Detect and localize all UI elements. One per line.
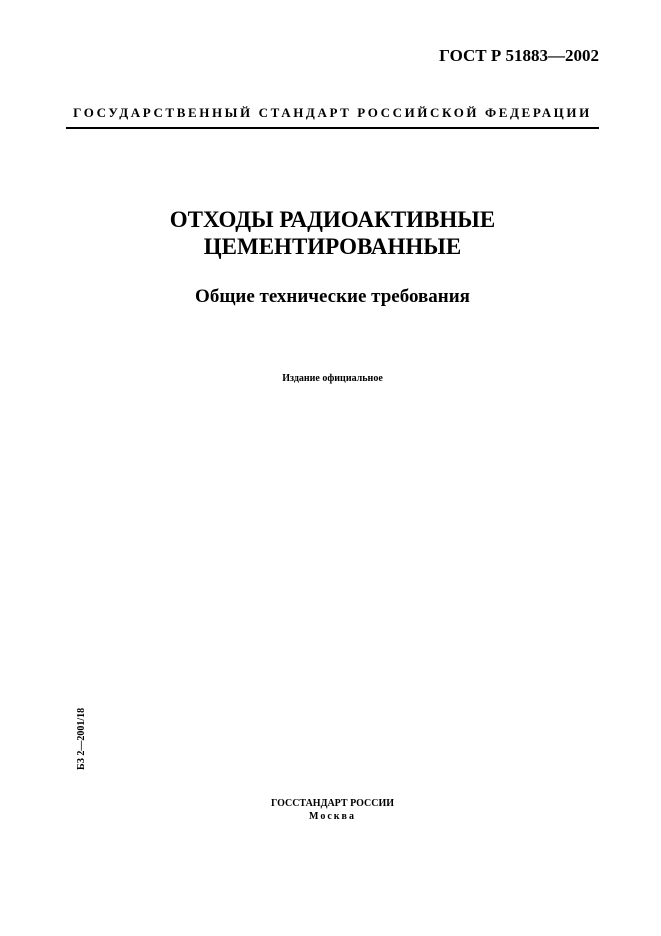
standard-header: ГОСУДАРСТВЕННЫЙ СТАНДАРТ РОССИЙСКОЙ ФЕДЕРАЦИИ bbox=[73, 105, 592, 120]
title-line-2: ЦЕМЕНТИРОВАННЫЕ bbox=[203, 234, 462, 259]
publisher-name: ГОССТАНДАРТ РОССИИ bbox=[270, 798, 395, 809]
header-divider bbox=[66, 127, 599, 129]
side-registration-code: БЗ 2—2001/18 bbox=[76, 707, 87, 770]
document-title bbox=[66, 206, 599, 260]
standard-number: ГОСТ Р 51883—2002 bbox=[439, 46, 599, 65]
edition-note: Издание официальное bbox=[282, 373, 383, 384]
publisher-block bbox=[66, 797, 599, 823]
title-line-1: ОТХОДЫ РАДИОАКТИВНЫЕ bbox=[169, 207, 496, 232]
document-subtitle: Общие технические требования bbox=[195, 286, 470, 307]
publisher-city: Москва bbox=[309, 811, 356, 822]
